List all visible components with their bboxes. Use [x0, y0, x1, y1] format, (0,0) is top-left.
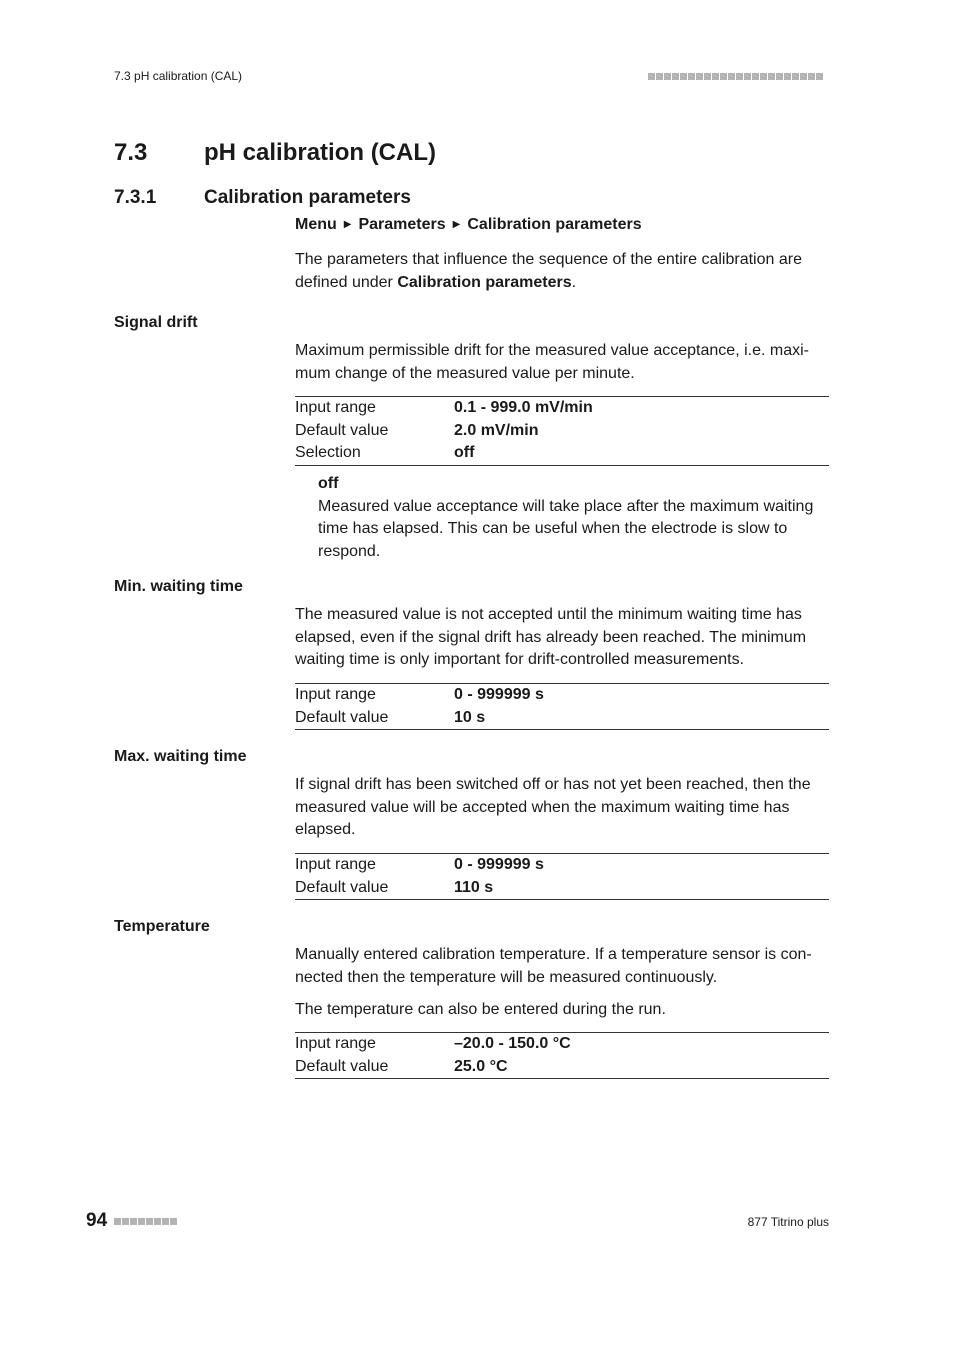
section-number: 7.3	[114, 139, 148, 166]
option-title: off	[318, 475, 339, 492]
breadcrumb-item: Menu	[295, 216, 337, 233]
product-name: 877 Titrino plus	[747, 1215, 829, 1229]
subsection-number: 7.3.1	[114, 187, 157, 208]
breadcrumb-item: Calibration parameters	[467, 216, 642, 233]
table-row: Input range 0 - 999999 s	[295, 686, 544, 703]
triangle-right-icon: ▶	[452, 219, 461, 230]
table-row: Input range 0 - 999999 s	[295, 856, 544, 873]
signal-drift-table	[295, 396, 829, 466]
temperature-description: Manually entered calibration temperature. If a temperature sensor is con-nected then the temperature will be measured continuously.	[295, 946, 812, 986]
temperature-note: The temperature can also be entered during the run.	[295, 1001, 666, 1018]
menu-breadcrumb	[295, 216, 642, 234]
param-label-max-waiting-time: Max. waiting time	[114, 748, 247, 765]
table-row: Selection off	[295, 444, 475, 461]
table-row: Input range 0.1 - 999.0 mV/min	[295, 399, 593, 416]
table-row: Default value 25.0 °C	[295, 1057, 508, 1075]
table-row: Input range –20.0 - 150.0 °C	[295, 1035, 571, 1052]
triangle-right-icon: ▶	[343, 219, 352, 230]
section-title: pH calibration (CAL)	[204, 139, 436, 166]
param-label-signal-drift: Signal drift	[114, 314, 198, 331]
intro-bold-term: Calibration parameters	[397, 273, 572, 291]
subsection-heading	[114, 187, 411, 209]
section-heading	[114, 139, 436, 167]
min-waiting-table	[295, 683, 829, 730]
table-row: Default value 110 s	[295, 878, 494, 896]
footer-decoration	[114, 1218, 177, 1225]
page-number: 94	[86, 1210, 108, 1231]
subsection-title: Calibration parameters	[204, 187, 411, 208]
table-row: Default value 2.0 mV/min	[295, 421, 539, 439]
intro-paragraph: The parameters that influence the sequence of the entire calibration are defined under Calibration parameters.	[295, 251, 802, 291]
option-text: Measured value acceptance will take place after the maximum waiting time has elapsed. This can be useful when the electrode is slow to respond.	[318, 497, 814, 560]
signal-drift-description: Maximum permissible drift for the measured value acceptance, i.e. maxi-mum change of the measured value per minute.	[295, 342, 809, 382]
min-waiting-description: The measured value is not accepted until the minimum waiting time has elapsed, even if the signal drift has already been reached. The minimum waiting time is only important for drift-controlled measurements.	[295, 606, 807, 668]
param-label-temperature: Temperature	[114, 918, 210, 935]
temperature-table	[295, 1032, 829, 1079]
breadcrumb-item: Parameters	[358, 216, 446, 233]
max-waiting-description: If signal drift has been switched off or has not yet been reached, then the measured value will be accepted when the maximum waiting time has elapsed.	[295, 776, 811, 838]
param-label-min-waiting-time: Min. waiting time	[114, 578, 243, 595]
running-header: 7.3 pH calibration (CAL)	[114, 69, 243, 83]
max-waiting-table	[295, 853, 829, 900]
header-decoration	[648, 73, 823, 80]
signal-drift-option	[318, 473, 829, 563]
table-row: Default value 10 s	[295, 708, 486, 726]
